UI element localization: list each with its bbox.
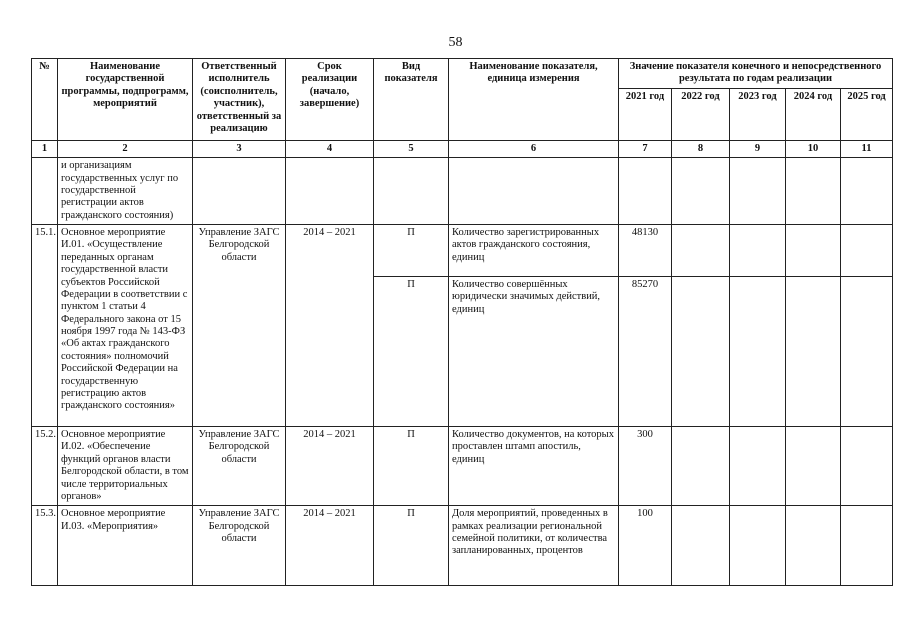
- cell-value-2021: 100: [619, 506, 672, 586]
- table-row: [32, 225, 893, 277]
- cell-indicator: Количество документов, на которых проставлен штамп апостиль, единиц: [449, 427, 619, 506]
- header-no: №: [32, 59, 58, 141]
- cell-name: и организациям государственных услуг по государственной регистрации актов гражданского состояния): [58, 158, 193, 225]
- cell-name: Основное мероприятие И.03. «Мероприятия»: [58, 506, 193, 586]
- column-number: 7: [619, 140, 672, 157]
- cell-name: Основное мероприятие И.02. «Обеспечение функций органов власти Белгородской области, в том числе территориальных органов»: [58, 427, 193, 506]
- column-number: 8: [672, 140, 730, 157]
- cell-indicator: Доля мероприятий, проведенных в рамках реализации региональной семейной политики, от количества запланированных, процентов: [449, 506, 619, 586]
- header-year-2025: 2025 год: [841, 88, 893, 140]
- cell-kind: П: [374, 506, 449, 586]
- header-year-2021: 2021 год: [619, 88, 672, 140]
- header-year-2023: 2023 год: [730, 88, 786, 140]
- cell-kind: П: [374, 427, 449, 506]
- cell-value-2021: 85270: [619, 277, 672, 427]
- header-name: Наименование государственной программы, подпрограмм, мероприятий: [58, 59, 193, 141]
- column-number: 10: [786, 140, 841, 157]
- table-row: [32, 158, 893, 225]
- cell-term: 2014 – 2021: [286, 225, 374, 427]
- table-row: [32, 427, 893, 506]
- header-term: Срок реализации (начало, завершение): [286, 59, 374, 141]
- column-numbers-row: [32, 140, 893, 157]
- column-number: 3: [193, 140, 286, 157]
- column-number: 6: [449, 140, 619, 157]
- cell-kind: П: [374, 277, 449, 427]
- cell-kind: П: [374, 225, 449, 277]
- cell-indicator: Количество зарегистрированных актов гражданского состояния, единиц: [449, 225, 619, 277]
- column-number: 11: [841, 140, 893, 157]
- column-number: 5: [374, 140, 449, 157]
- cell-no: 15.3.: [32, 506, 58, 586]
- cell-no: [32, 158, 58, 225]
- header-values-group: Значение показателя конечного и непосредственного результата по годам реализации: [619, 59, 893, 89]
- cell-no: 15.1.: [32, 225, 58, 427]
- cell-responsible: Управление ЗАГС Белгородской области: [193, 506, 286, 586]
- cell-no: 15.2.: [32, 427, 58, 506]
- cell-responsible: Управление ЗАГС Белгородской области: [193, 225, 286, 427]
- table-row: [32, 506, 893, 586]
- column-number: 1: [32, 140, 58, 157]
- header-year-2022: 2022 год: [672, 88, 730, 140]
- header-indicator: Наименование показателя, единица измерения: [449, 59, 619, 141]
- cell-responsible: Управление ЗАГС Белгородской области: [193, 427, 286, 506]
- cell-value-2021: 300: [619, 427, 672, 506]
- cell-value-2021: 48130: [619, 225, 672, 277]
- cell-name: Основное мероприятие И.01. «Осуществление переданных органам государственной власти субъектов Российской Федерации в соответствии с пунктом 1 статьи 4 Федерального закона от 15 ноября 1997 года № 143-ФЗ «Об актах гражданского состояния» полномочий Российской Федерации на государственную регистрацию актов гражданского состояния»: [58, 225, 193, 427]
- page-number: 58: [448, 35, 463, 50]
- cell-term: 2014 – 2021: [286, 506, 374, 586]
- cell-term: 2014 – 2021: [286, 427, 374, 506]
- header-responsible: Ответственный исполнитель (соисполнитель, участник), ответственный за реализацию: [193, 59, 286, 141]
- header-kind: Вид показателя: [374, 59, 449, 141]
- program-indicators-table: [31, 58, 893, 586]
- header-year-2024: 2024 год: [786, 88, 841, 140]
- column-number: 9: [730, 140, 786, 157]
- column-number: 4: [286, 140, 374, 157]
- cell-indicator: Количество совершённых юридически значимых действий, единиц: [449, 277, 619, 427]
- column-number: 2: [58, 140, 193, 157]
